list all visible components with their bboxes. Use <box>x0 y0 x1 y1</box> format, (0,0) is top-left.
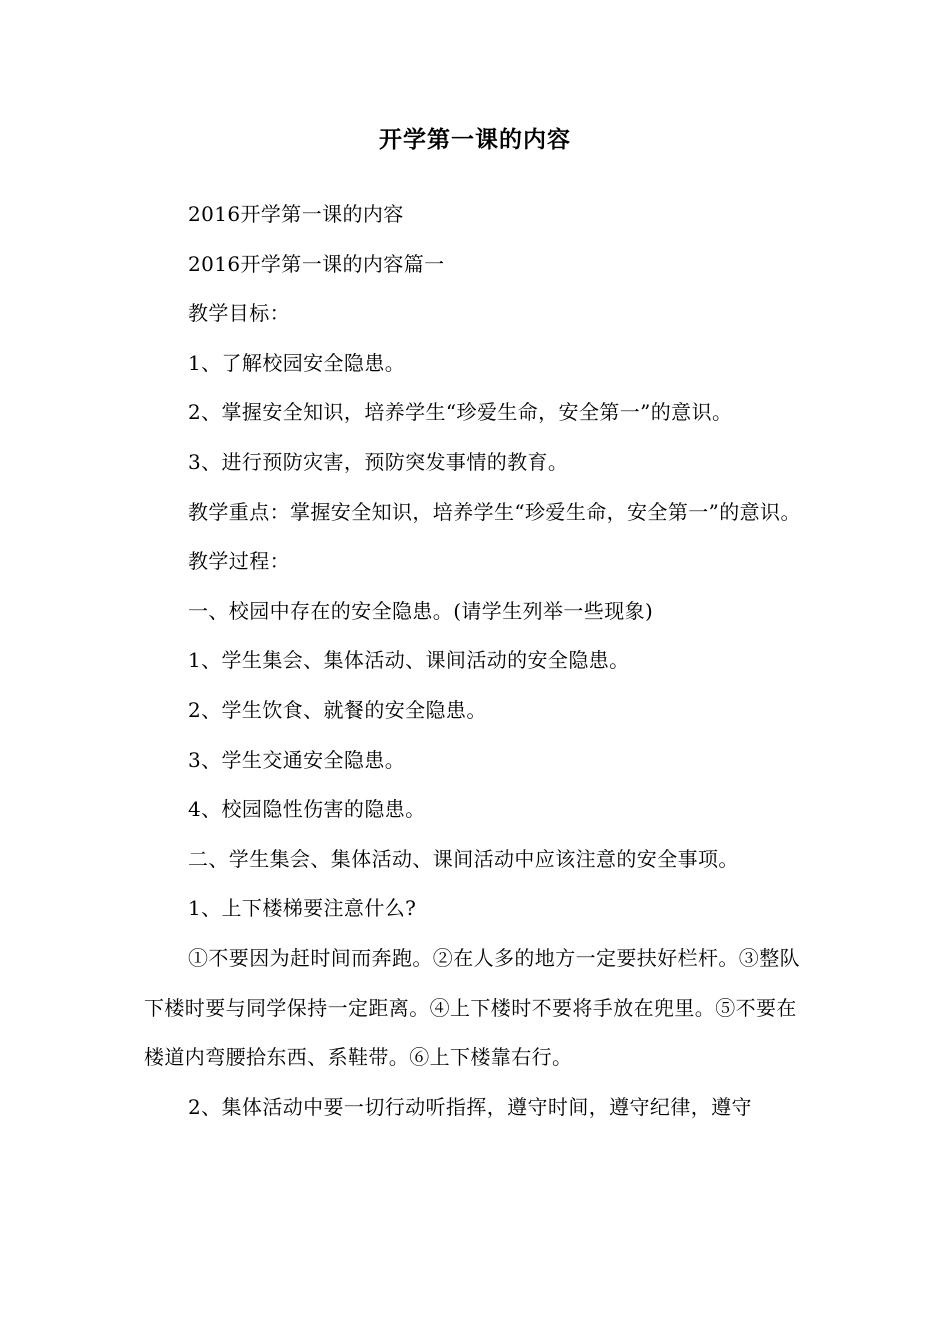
paragraph-6: 3、进行预防灾害，预防突发事情的教育。 <box>188 449 569 474</box>
paragraph-16: ①不要因为赶时间而奔跑。②在人多的地方一定要扶好栏杆。③整队下楼时要与同学保持一定距离。④上下楼时不要将手放在兜里。⑤不要在楼道内弯腰拾东西、系鞋带。⑥上下楼靠右行。 <box>144 945 800 1070</box>
paragraph-12: 3、学生交通安全隐患。 <box>188 747 406 772</box>
paragraph-2: 2016开学第一课的内容篇一 <box>188 251 445 276</box>
paragraph-8: 教学过程： <box>188 549 290 574</box>
paragraph-13: 4、校园隐性伤害的隐患。 <box>188 797 426 822</box>
paragraph-3: 教学目标： <box>188 301 290 326</box>
paragraph-11: 2、学生饮食、就餐的安全隐患。 <box>188 697 487 722</box>
paragraph-4: 1、了解校园安全隐患。 <box>188 350 406 375</box>
paragraph-5: 2、掌握安全知识，培养学生“珍爱生命，安全第一”的意识。 <box>188 400 733 425</box>
paragraph-9: 一、校园中存在的安全隐患。(请学生列举一些现象) <box>188 598 654 623</box>
paragraph-14: 二、学生集会、集体活动、课间活动中应该注意的安全事项。 <box>188 846 739 871</box>
paragraph-7: 教学重点：掌握安全知识，培养学生“珍爱生命，安全第一”的意识。 <box>188 499 801 524</box>
paragraph-15: 1、上下楼梯要注意什么? <box>188 896 417 921</box>
document-title: 开学第一课的内容 <box>379 127 571 153</box>
paragraph-10: 1、学生集会、集体活动、课间活动的安全隐患。 <box>188 648 630 673</box>
paragraph-17: 2、集体活动中要一切行动听指挥，遵守时间，遵守纪律，遵守 <box>188 1094 752 1119</box>
document-body <box>144 190 814 1132</box>
paragraph-1: 2016开学第一课的内容 <box>188 202 404 226</box>
